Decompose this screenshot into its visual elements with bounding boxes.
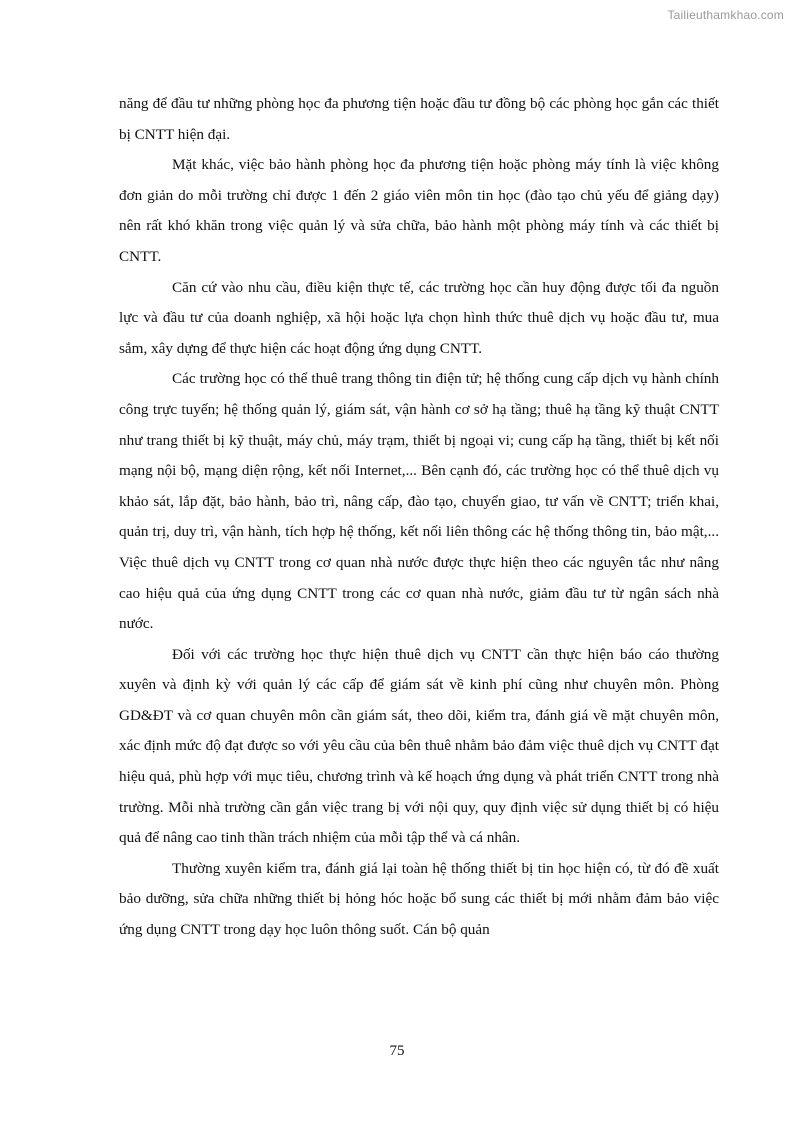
paragraph-1: năng để đầu tư những phòng học đa phương tiện hoặc đầu tư đồng bộ các phòng học gắn các thiết bị CNTT hiện đại.: [119, 95, 719, 143]
paragraph-5: Đối với các trường học thực hiện thuê dịch vụ CNTT cần thực hiện báo cáo thường xuyên và định kỳ với quản lý các cấp để giám sát về kinh phí cũng như chuyên môn. Phòng GD&ĐT và cơ quan chuyên môn cần giám sát, theo dõi, kiểm tra, đánh giá về mặt chuyên môn, xác định mức độ đạt được so với yêu cầu của bên thuê nhằm bảo đảm việc thuê dịch vụ CNTT đạt hiệu quả, phù hợp với mục tiêu, chương trình và kế hoạch ứng dụng và phát triển CNTT trong nhà trường. Mỗi nhà trường cần gắn việc trang bị với nội quy, quy định việc sử dụng thiết bị có hiệu quả để nâng cao tinh thần trách nhiệm của mỗi tập thể và cá nhân.: [119, 645, 719, 847]
paragraph-3: Căn cứ vào nhu cầu, điều kiện thực tế, các trường học cần huy động được tối đa nguồn lực và đầu tư của doanh nghiệp, xã hội hoặc lựa chọn hình thức thuê dịch vụ hoặc đầu tư, mua sắm, xây dựng để thực hiện các hoạt động ứng dụng CNTT.: [119, 278, 719, 357]
paragraph-4: Các trường học có thể thuê trang thông tin điện tử; hệ thống cung cấp dịch vụ hành chính công trực tuyến; hệ thống quản lý, giám sát, vận hành cơ sở hạ tầng; thuê hạ tầng kỹ thuật CNTT như trang thiết bị kỹ thuật, máy chủ, máy trạm, thiết bị ngoại vi; cung cấp hạ tầng, thiết bị kết nối mạng nội bộ, mạng diện rộng, kết nối Internet,... Bên cạnh đó, các trường học có thể thuê dịch vụ khảo sát, lắp đặt, bảo hành, bảo trì, nâng cấp, đào tạo, chuyển giao, tư vấn về CNTT; triển khai, quản trị, duy trì, vận hành, tích hợp hệ thống, kết nối liên thông các hệ thống thông tin, bảo mật,... Việc thuê dịch vụ CNTT trong cơ quan nhà nước được thực hiện theo các nguyên tắc như nâng cao hiệu quả của ứng dụng CNTT trong các cơ quan nhà nước, giảm đầu tư từ ngân sách nhà nước.: [119, 370, 719, 633]
page-body: [119, 89, 719, 946]
paragraph-6: Thường xuyên kiểm tra, đánh giá lại toàn hệ thống thiết bị tin học hiện có, từ đó đề xuất bảo dưỡng, sửa chữa những thiết bị hỏng hóc hoặc bổ sung các thiết bị mới nhằm đảm bảo việc ứng dụng CNTT trong dạy học luôn thông suốt. Cán bộ quản: [119, 859, 719, 939]
page-number: 75: [389, 1043, 405, 1059]
paragraph-2: Mặt khác, việc bảo hành phòng học đa phương tiện hoặc phòng máy tính là việc không đơn giản do mỗi trường chỉ được 1 đến 2 giáo viên môn tin học (đào tạo chủ yếu để giảng dạy) nên rất khó khăn trong việc quản lý và sửa chữa, bảo hành một phòng máy tính và các thiết bị CNTT.: [119, 156, 719, 265]
watermark-text: Tailieuthamkhao.com: [667, 8, 784, 22]
